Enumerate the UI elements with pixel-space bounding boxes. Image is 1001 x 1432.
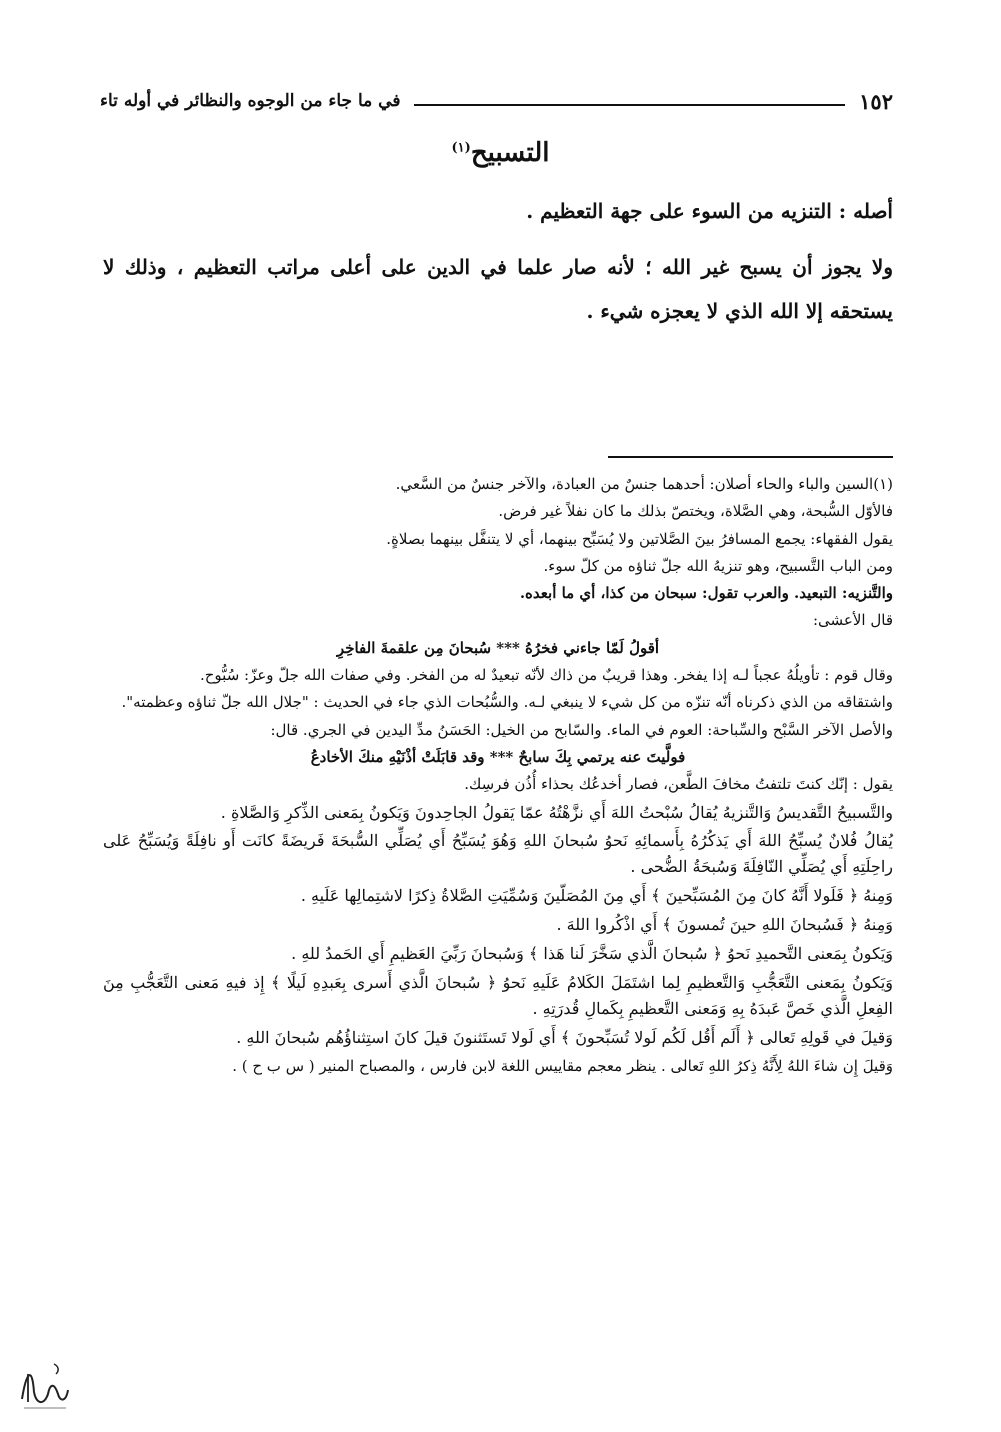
signature-watermark-icon [14,1344,74,1414]
footnote-line: واشتقاقه من الذي ذكرناه أنّه تنزّه من كل شيء لا ينبغي لـه. والسُّبُحات الذي جاء في الحديث : "جلال الله جلّ ثناؤه وعظمته". [121,693,893,712]
footnote-separator [608,456,893,458]
header-rule [414,104,845,106]
footnote-line: (١)السين والباء والحاء أصلان: أحدهما جنسٌ من العبادة، والآخر جنسٌ من السَّعي. [395,475,893,493]
footnotes [103,472,893,1081]
poetry-verse: فولَّيتَ عنه يرتمي بِكَ سابحٌ *** وقد قابَلَتْ أذْنَيْهِ منكَ الأخادعُ [310,747,686,766]
page-number: ١٥٢ [859,88,893,114]
footnote-line: وَيَكونُ بِمَعنى التَّحميدِ نَحوُ ﴿ سُبحانَ الَّذي سَخَّرَ لَنا هَذا ﴾ وَسُبحانَ رَبِّيَ العَظيمِ أَي الحَمدُ للهِ . [291,944,893,964]
footnote-line: يُقالُ فُلانٌ يُسبِّحُ اللهَ أَي يَذكُرُهُ بِأَسمائِهِ نَحوُ سُبحانَ اللهِ وَهُوَ يُسَبِّحُ أَي يُصَلِّي السُّبحَةَ فَريضَةً كانَت أَو نافِلَةً وَيُسَبِّحُ عَلى راحِلَتِهِ أَي يُصَلِّي النّافِلَةَ وَسُبحَةُ الضُّحى . [103,831,893,877]
footnote-marker: (١) [451,140,471,156]
footnote-line: وقال قوم : تأويلُهُ عجباً لـه إذا يفخر. وهذا قريبٌ من ذاك لأنّه تبعيدٌ له من الفخر. وفي صفات الله جلّ وعزّ: سُبُّوح. [199,666,893,685]
footnote-line: وَقيلَ إِن شاءَ اللهُ لِأَنَّهُ ذِكرُ اللهِ تَعالى . ينظر معجم مقاييس اللغة لابن فارس ، والمصباح المنير ( س ب ح ) . [232,1056,893,1075]
footnote-line: يقول الفقهاء: يجمع المسافرُ بينَ الصَّلاتين ولا يُسَبِّح بينهما، أي لا يتنفَّل بينهما بصلاةٍ. [386,529,893,548]
footnote-line: وَقيلَ في قَولِهِ تَعالى ﴿ أَلَم أَقُل لَكُم لَولا تُسَبِّحونَ ﴾ أَي لَولا تَستَثنونَ قيلَ كانَ استِثناؤُهُم سُبحانَ اللهِ . [236,1027,893,1047]
footnote-line: والأصل الآخر السَّبْح والسِّباحة: العوم في الماء. والسّابح من الخيل: الحَسَنُ مدِّ اليدين في الجري. قال: [270,720,893,739]
footnote-line: قال الأعشى: [812,611,893,630]
entry-paragraph: ولا يجوز أن يسبح غير الله ؛ لأنه صار علما في الدين على أعلى مراتب التعظيم ، وذلك لا يستحقه إلا الله الذي لا يعجزه شيء . [103,255,893,323]
footnote-line: والتَّنزيه: التبعيد. والعرب تقول: سبحان من كذا، أي ما أبعده. [519,584,893,603]
footnote-line: ومن الباب التَّسبيح، وهو تنزيهُ الله جلّ ثناؤه من كلّ سوء. [543,556,893,575]
entry-title [0,138,1001,168]
entry-paragraph: أصله : التنزيه من السوء على جهة التعظيم . [526,199,893,223]
entry-body [103,196,893,351]
footnote-line: وَمِنهُ ﴿ فَلَولا أَنَّهُ كانَ مِنَ المُسَبِّحينَ ﴾ أَي مِنَ المُصَلّينَ وَسُمِّيَتِ الصَّلاةُ ذِكرًا لاشتِمالِها عَلَيهِ . [300,886,893,906]
footnote-line: فالأوّل السُّبحة، وهي الصَّلاة، ويختصّ بذلك ما كان نفلاً غير فرض. [498,502,893,521]
entry-title-text: التسبيح [470,138,550,168]
footnote-line: وَمِنهُ ﴿ فَسُبحانَ اللهِ حينَ تُمسونَ ﴾ أَي اذْكُروا اللهَ . [556,915,893,935]
footnote-line: وَيَكونُ بِمَعنى التَّعَجُّبِ وَالتَّعظيمِ لِما اشتَمَلَ الكَلامُ عَلَيهِ نَحوُ ﴿ سُبحانَ الَّذي أَسرى بِعَبدِهِ لَيلًا ﴾ إِذ فيهِ مَعنى التَّعَجُّبِ مِنَ الفِعلِ الَّذي خَصَّ عَبدَهُ بِهِ وَمَعنى التَّعظيمِ بِكَمالِ قُدرَتِهِ . [103,973,893,1018]
poetry-verse: أقولُ لَمّا جاءني فخرُهُ *** سُبحانَ مِن علقمةَ الفاخِرِ [336,638,660,657]
footnote-line: والتَّسبيحُ التَّقديسُ وَالتَّنزيهُ يُقالُ سُبْحتُ اللهَ أَي نزَّهْتُهُ عمّا يَقولُ الجاحِدونَ وَيَكونُ بِمَعنى الذِّكرِ وَالصَّلاةِ . [220,802,893,822]
running-header [100,86,893,116]
header-title: في ما جاء من الوجوه والنظائر في أوله تاء [100,91,401,111]
footnote-line: يقول : إنّك كنتَ تلتفتُ مخافَ الطَّعن، فصار أخدعُك بحذاء أُذُن فرسِك. [464,775,893,794]
